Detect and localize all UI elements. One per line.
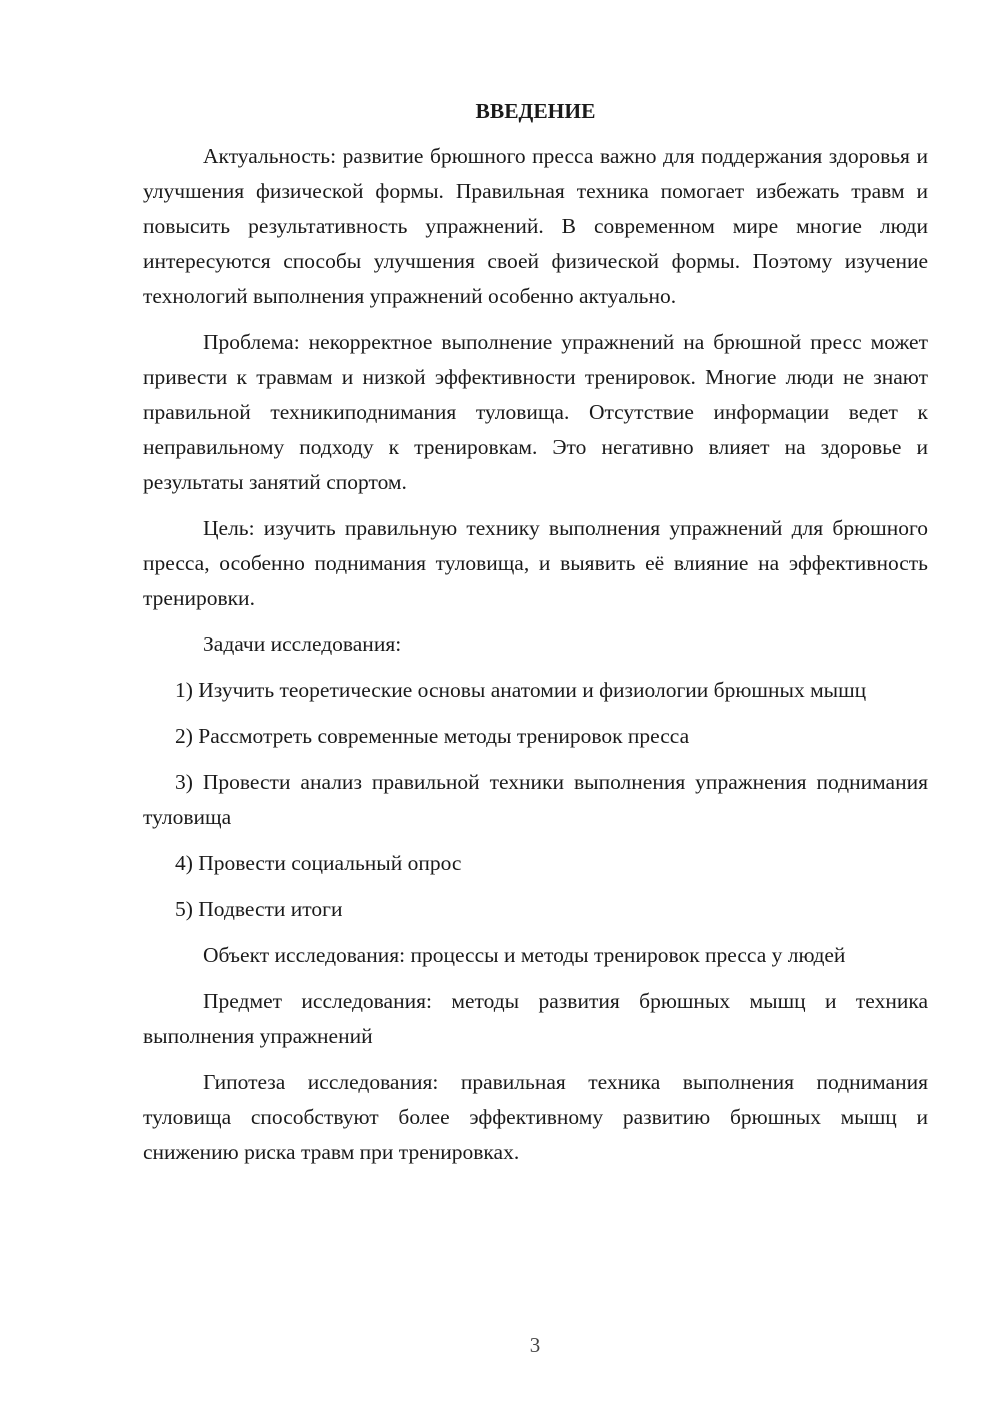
task-item-3: 3) Провести анализ правильной техники выполнения упражнения поднимания туловища (143, 770, 928, 829)
task-item-2: 2) Рассмотреть современные методы тренировок пресса (175, 724, 690, 748)
problem-paragraph: Проблема: некорректное выполнение упражнений на брюшной пресс может привести к травмам и низкой эффективности тренировок. Многие люди не знают правильной техникиподнимания туловища. Отсутствие информации ведет к неправильному подходу к тренировкам. Это негативно влияет на здоровье и результаты занятий спортом. (143, 330, 928, 494)
hypothesis-paragraph: Гипотеза исследования: правильная техника выполнения поднимания туловища способствуют более эффективному развитию брюшных мышц и снижению риска травм при тренировках. (143, 1070, 928, 1164)
page-title: ВВЕДЕНИЕ (475, 99, 596, 123)
task-item-5: 5) Подвести итоги (175, 897, 343, 921)
object-paragraph: Объект исследования: процессы и методы тренировок пресса у людей (203, 943, 846, 967)
page-number: 3 (529, 1333, 541, 1357)
task-item-4: 4) Провести социальный опрос (175, 851, 462, 875)
subject-paragraph: Предмет исследования: методы развития брюшных мышц и техника выполнения упражнений (143, 989, 928, 1048)
relevance-paragraph: Актуальность: развитие брюшного пресса важно для поддержания здоровья и улучшения физической формы. Правильная техника помогает избежать травм и повысить результативность упражнений. В современном мире многие люди интересуются способы улучшения своей физической формы. Поэтому изучение технологий выполнения упражнений особенно актуально. (143, 144, 928, 308)
goal-paragraph: Цель: изучить правильную технику выполнения упражнений для брюшного пресса, особенно поднимания туловища, и выявить её влияние на эффективность тренировки. (143, 516, 928, 610)
tasks-title: Задачи исследования: (203, 632, 402, 656)
document-body (143, 94, 928, 1181)
task-item-1: 1) Изучить теоретические основы анатомии и физиологии брюшных мышц (175, 678, 867, 702)
